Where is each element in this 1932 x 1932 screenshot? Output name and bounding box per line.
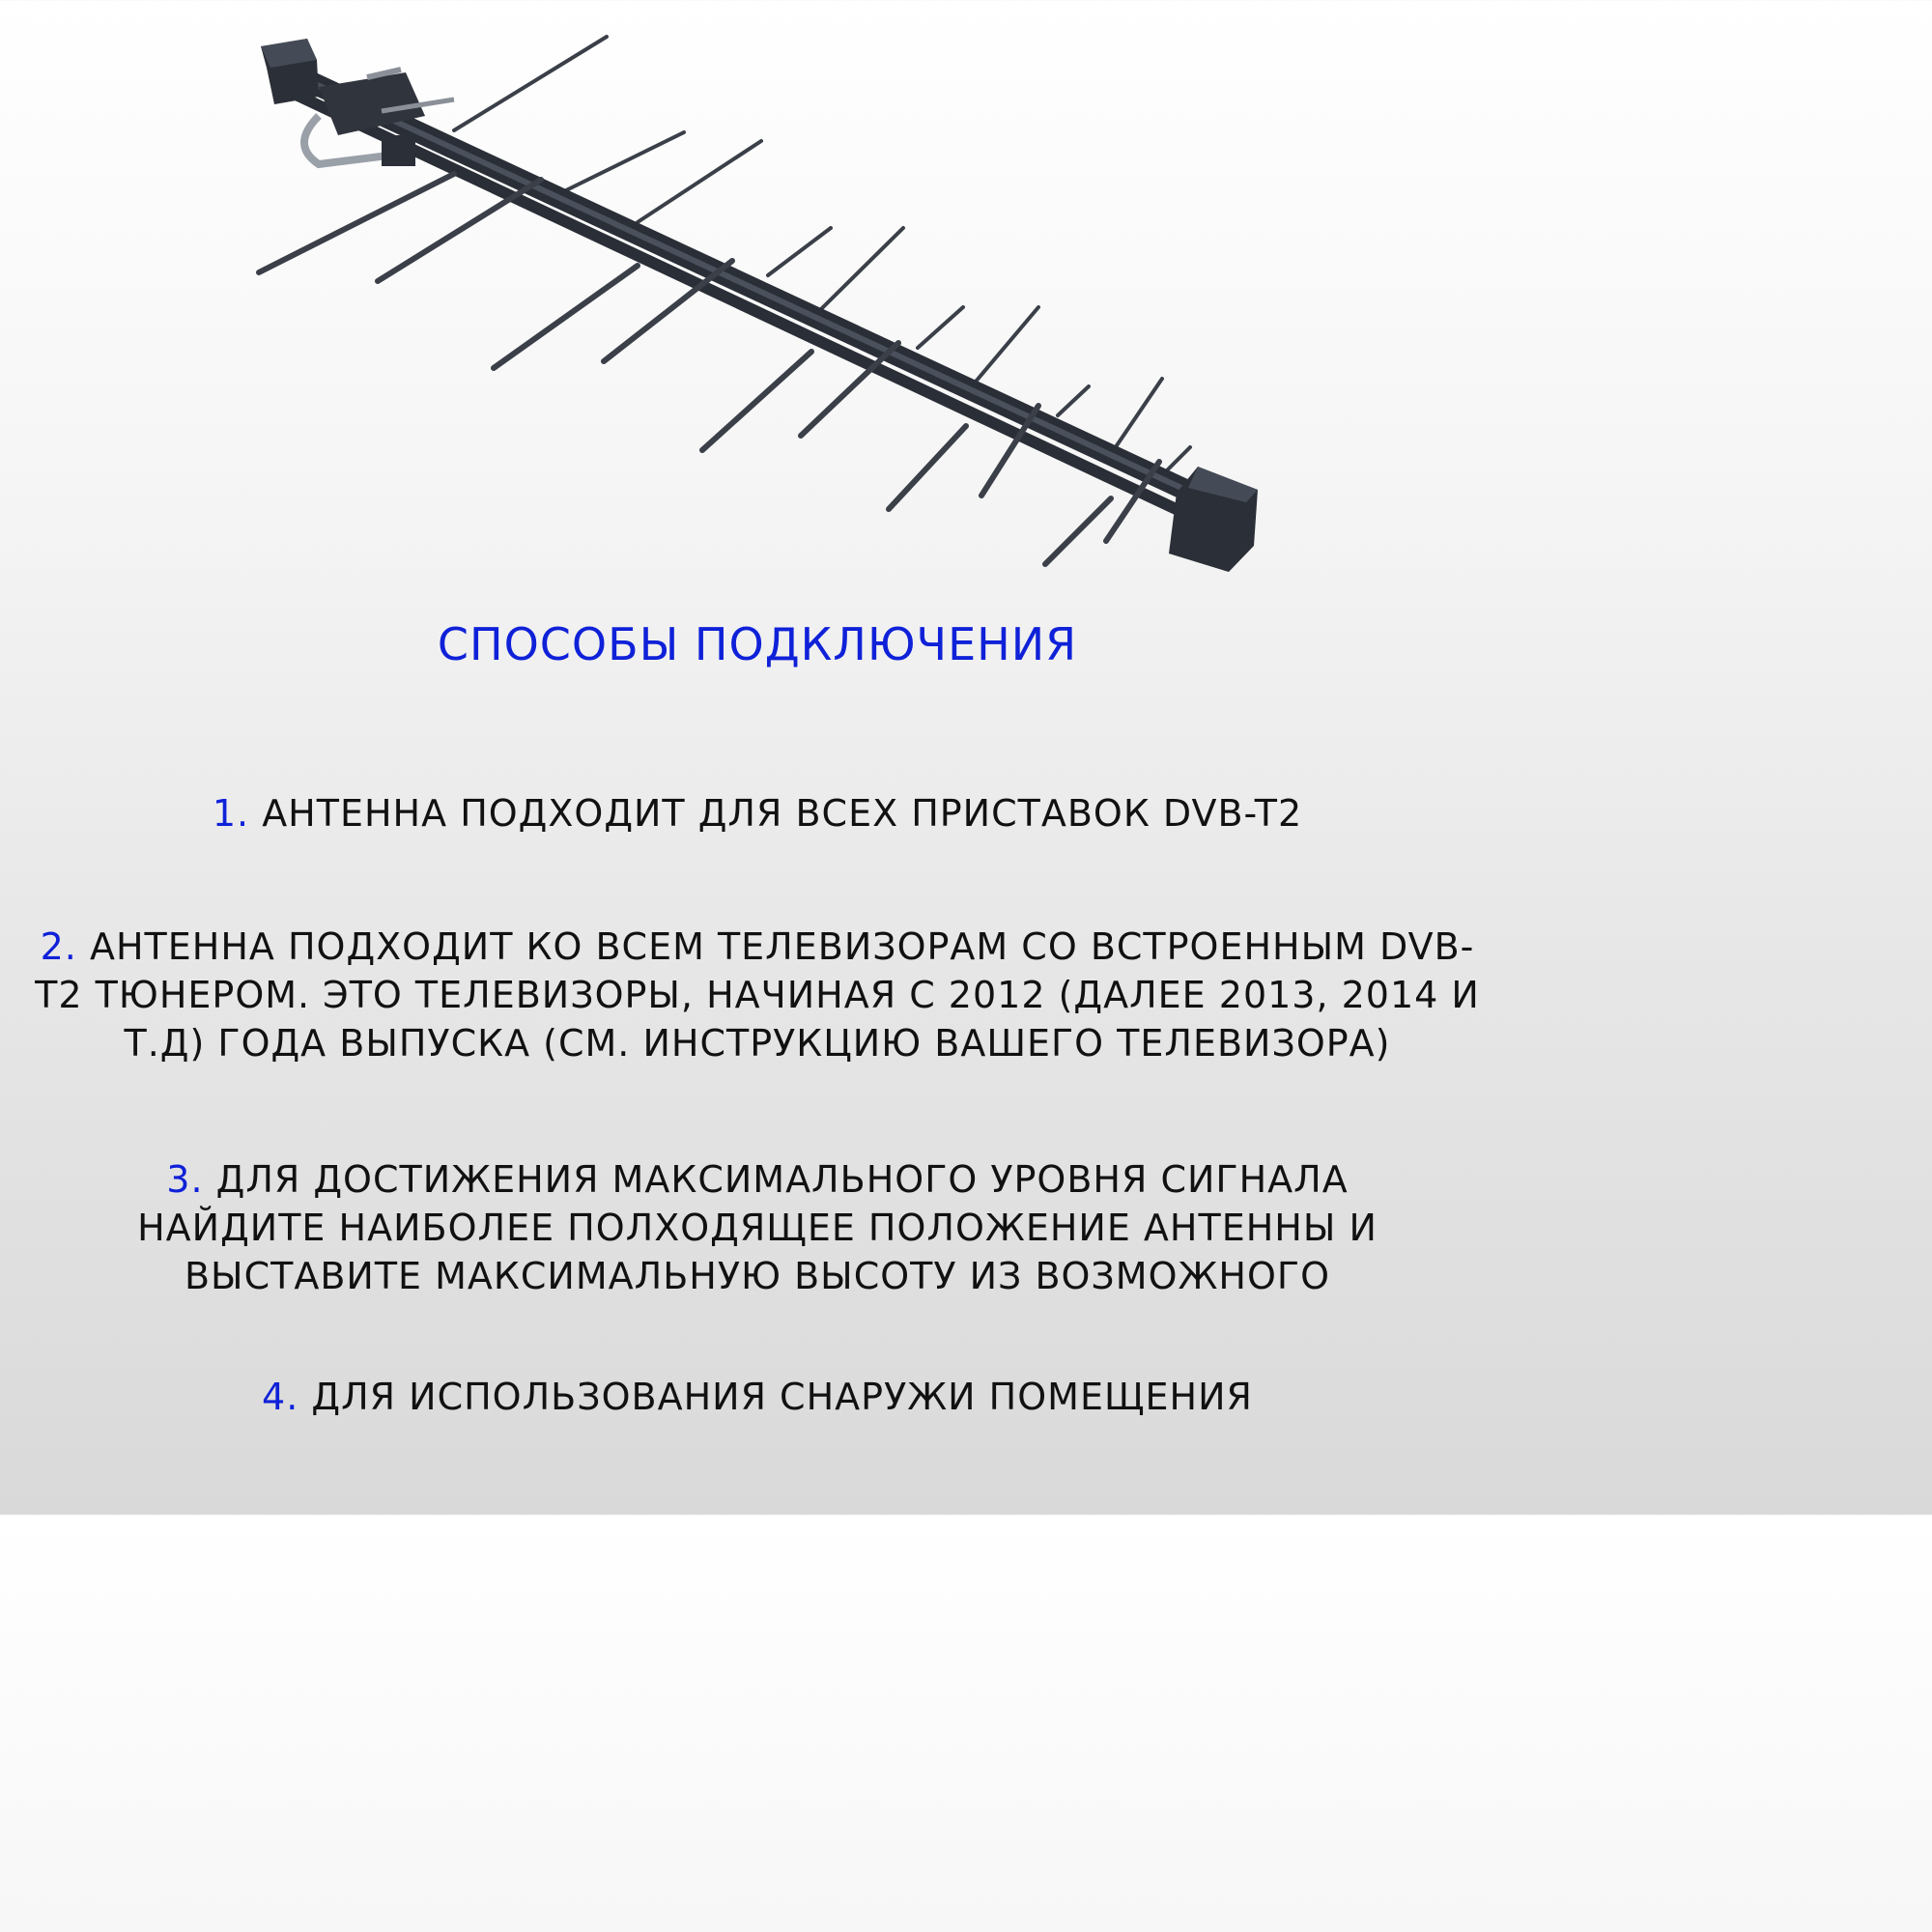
antenna-image xyxy=(0,0,1515,599)
item-number: 1. xyxy=(212,792,250,835)
item-text: АНТЕННА ПОДХОДИТ КО ВСЕМ ТЕЛЕВИЗОРАМ СО ВСТРОЕННЫМ DVB-T2 ТЮНЕРОМ. ЭТО ТЕЛЕВИЗОРЫ, НАЧИНАЯ С 2012 (ДАЛЕЕ 2013, 2014 И Т.Д) ГОДА ВЫПУСКА (СМ. ИНСТРУКЦИЮ ВАШЕГО ТЕЛЕВИЗОРА) xyxy=(35,925,1480,1065)
list-item xyxy=(68,1155,1447,1300)
item-number: 2. xyxy=(40,925,77,968)
item-text: ДЛЯ ИСПОЛЬЗОВАНИЯ СНАРУЖИ ПОМЕЩЕНИЯ xyxy=(311,1376,1253,1418)
page-title: СПОСОБЫ ПОДКЛЮЧЕНИЯ xyxy=(437,618,1078,670)
item-text: АНТЕННА ПОДХОДИТ ДЛЯ ВСЕХ ПРИСТАВОК DVB-T2 xyxy=(262,792,1303,835)
item-number: 3. xyxy=(166,1158,204,1201)
list-item xyxy=(19,1373,1495,1421)
item-text: ДЛЯ ДОСТИЖЕНИЯ МАКСИМАЛЬНОГО УРОВНЯ СИГНАЛА НАЙДИТЕ НАИБОЛЕЕ ПОЛХОДЯЩЕЕ ПОЛОЖЕНИЕ АНТЕННЫ И ВЫСТАВИТЕ МАКСИМАЛЬНУЮ ВЫСОТУ ИЗ ВОЗМОЖНОГО xyxy=(137,1158,1378,1297)
item-number: 4. xyxy=(262,1376,299,1418)
list-item xyxy=(19,923,1495,1067)
list-item xyxy=(19,789,1495,838)
